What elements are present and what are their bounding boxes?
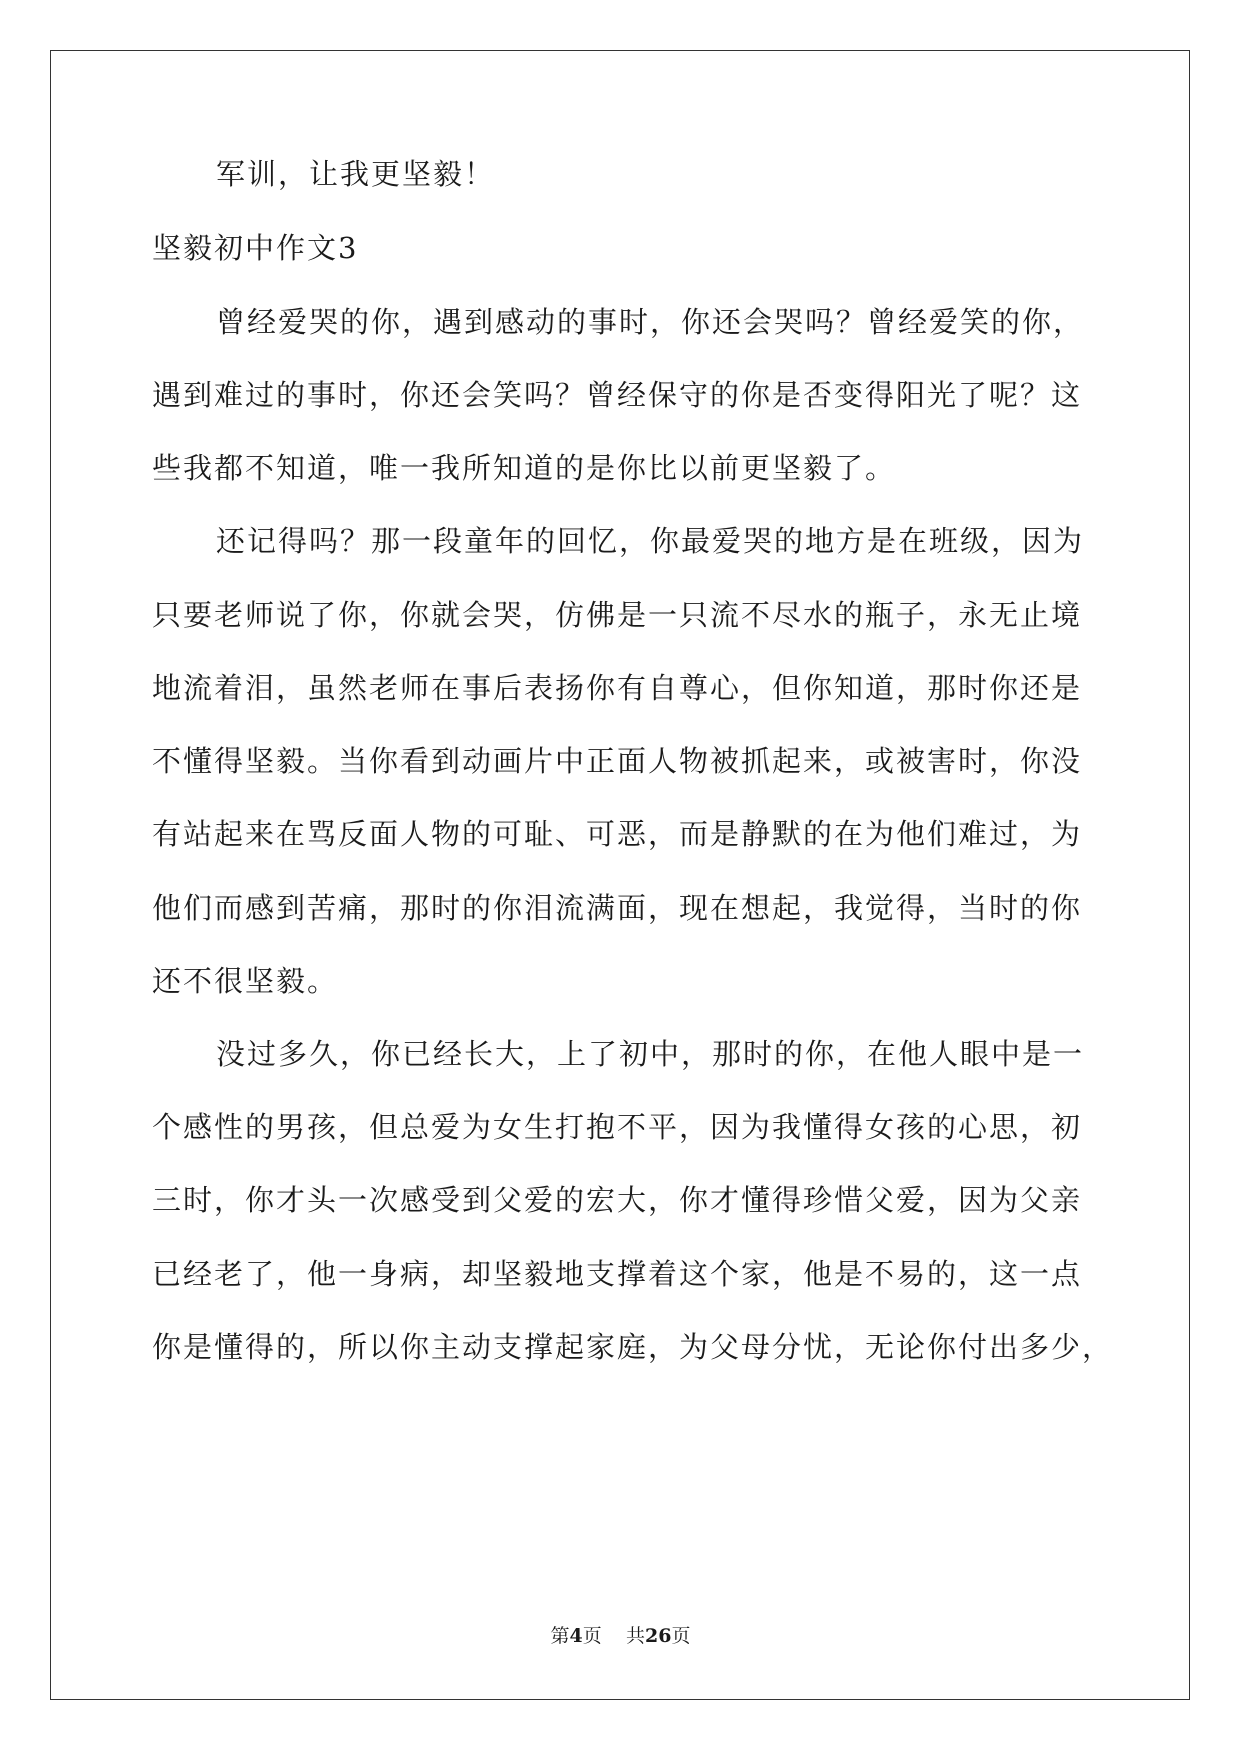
paragraph-line: 他们而感到苦痛，那时的你泪流满面，现在想起，我觉得，当时的你 [152,891,1083,925]
paragraph-line: 有站起来在骂反面人物的可耻、可恶，而是静默的在为他们难过，为 [152,817,1083,851]
paragraph-line: 还记得吗？那一段童年的回忆，你最爱哭的地方是在班级，因为 [216,524,1085,558]
section-heading: 坚毅初中作文3 [152,231,359,265]
paragraph-line: 些我都不知道，唯一我所知道的是你比以前更坚毅了。 [152,451,897,485]
total-pages: 26 [644,1625,672,1647]
paragraph-line: 已经老了，他一身病，却坚毅地支撑着这个家，他是不易的，这一点 [152,1257,1083,1291]
total-suffix: 页 [671,1625,691,1647]
paragraph-line: 三时，你才头一次感受到父爱的宏大，你才懂得珍惜父爱，因为父亲 [152,1183,1083,1217]
paragraph-line: 军训，让我更坚毅！ [216,157,496,191]
page-prefix: 第 [550,1625,570,1647]
paragraph-line: 只要老师说了你，你就会哭，仿佛是一只流不尽水的瓶子，永无止境 [152,598,1083,632]
total-prefix: 共 [625,1625,645,1647]
paragraph-line: 个感性的男孩，但总爱为女生打抱不平，因为我懂得女孩的心思，初 [152,1110,1083,1144]
page-border [50,50,1190,1700]
page-footer [0,1624,1241,1648]
paragraph-line: 你是懂得的，所以你主动支撑起家庭，为父母分忧，无论你付出多少， [152,1330,1114,1364]
paragraph-line: 曾经爱哭的你，遇到感动的事时，你还会哭吗？曾经爱笑的你， [216,305,1085,339]
page-number: 4 [569,1625,583,1647]
paragraph-line: 没过多久，你已经长大，上了初中，那时的你，在他人眼中是一 [216,1037,1085,1071]
paragraph-line: 还不很坚毅。 [152,964,339,998]
paragraph-line: 地流着泪，虽然老师在事后表扬你有自尊心，但你知道，那时你还是 [152,671,1083,705]
paragraph-line: 遇到难过的事时，你还会笑吗？曾经保守的你是否变得阳光了呢？这 [152,378,1083,412]
page-suffix: 页 [582,1625,602,1647]
paragraph-line: 不懂得坚毅。当你看到动画片中正面人物被抓起来，或被害时，你没 [152,744,1083,778]
